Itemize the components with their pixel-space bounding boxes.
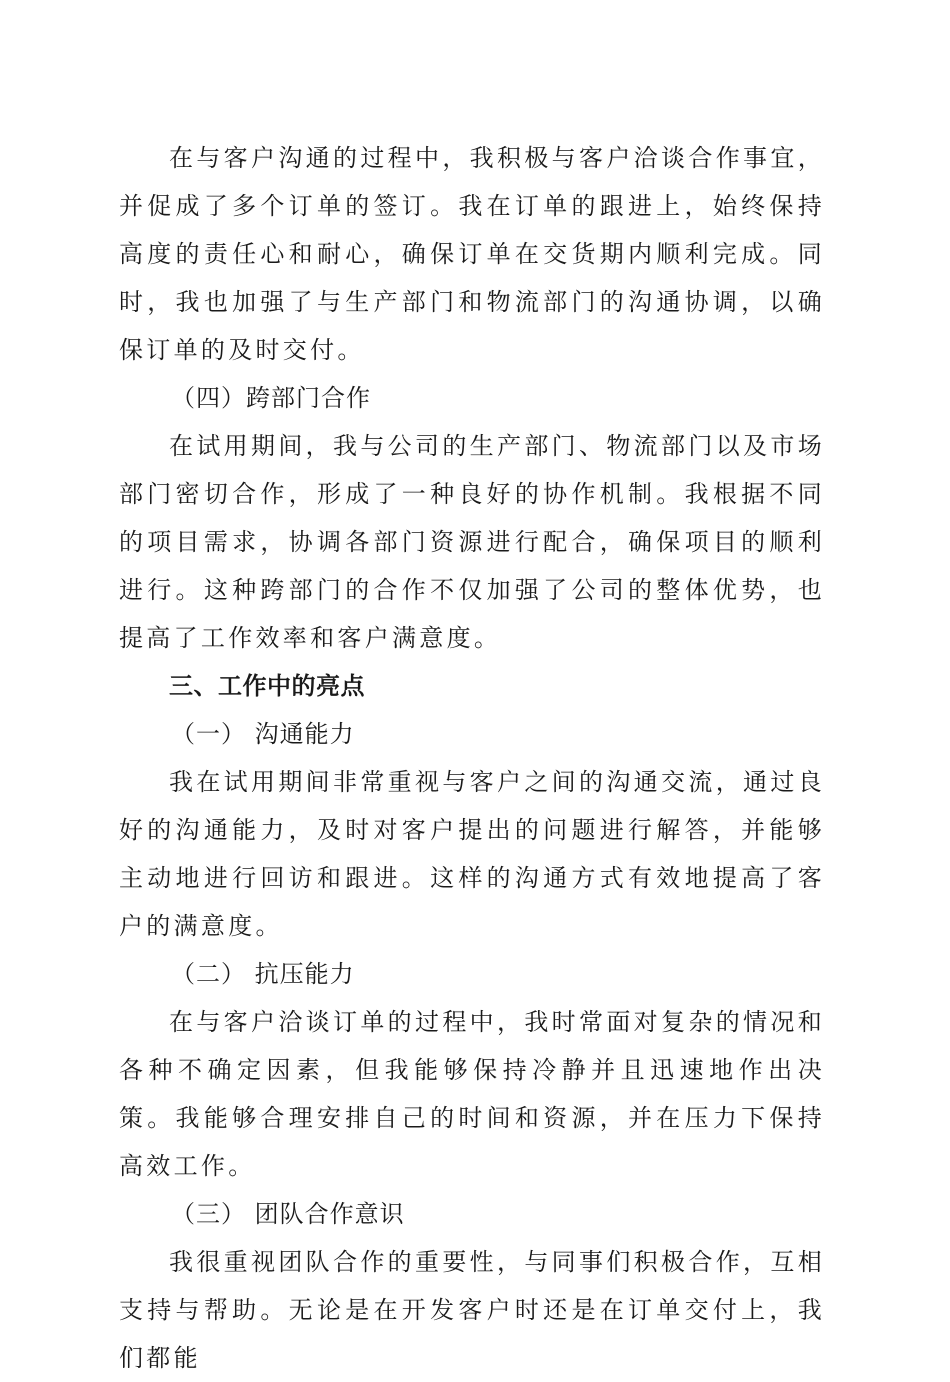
paragraph-pressure: 在与客户洽谈订单的过程中，我时常面对复杂的情况和各种不确定因素，但我能够保持冷静并且迅速地作出决策。我能够合理安排自己的时间和资源，并在压力下保持高效工作。 <box>119 1008 825 1180</box>
heading-section-three: 三、工作中的亮点 <box>169 672 365 700</box>
paragraph-teamwork: 我很重视团队合作的重要性，与同事们积极合作，互相支持与帮助。无论是在开发客户时还是在订单交付上，我们都能 <box>119 1248 825 1372</box>
heading-teamwork: （三） 团队合作意识 <box>171 1200 405 1228</box>
paragraph-order-followup: 在与客户沟通的过程中，我积极与客户洽谈合作事宜，并促成了多个订单的签订。我在订单的跟进上，始终保持高度的责任心和耐心，确保订单在交货期内顺利完成。同时，我也加强了与生产部门和物流部门的沟通协调，以确保订单的及时交付。 <box>119 144 825 364</box>
paragraph-communication: 我在试用期间非常重视与客户之间的沟通交流，通过良好的沟通能力，及时对客户提出的问题进行解答，并能够主动地进行回访和跟进。这样的沟通方式有效地提高了客户的满意度。 <box>119 768 825 940</box>
document-body <box>119 134 825 1382</box>
paragraph-cross-department: 在试用期间，我与公司的生产部门、物流部门以及市场部门密切合作，形成了一种良好的协作机制。我根据不同的项目需求，协调各部门资源进行配合，确保项目的顺利进行。这种跨部门的合作不仅加强了公司的整体优势，也提高了工作效率和客户满意度。 <box>119 432 825 652</box>
heading-pressure: （二） 抗压能力 <box>171 960 355 988</box>
heading-communication: （一） 沟通能力 <box>171 720 355 748</box>
heading-cross-department: （四）跨部门合作 <box>171 384 371 412</box>
